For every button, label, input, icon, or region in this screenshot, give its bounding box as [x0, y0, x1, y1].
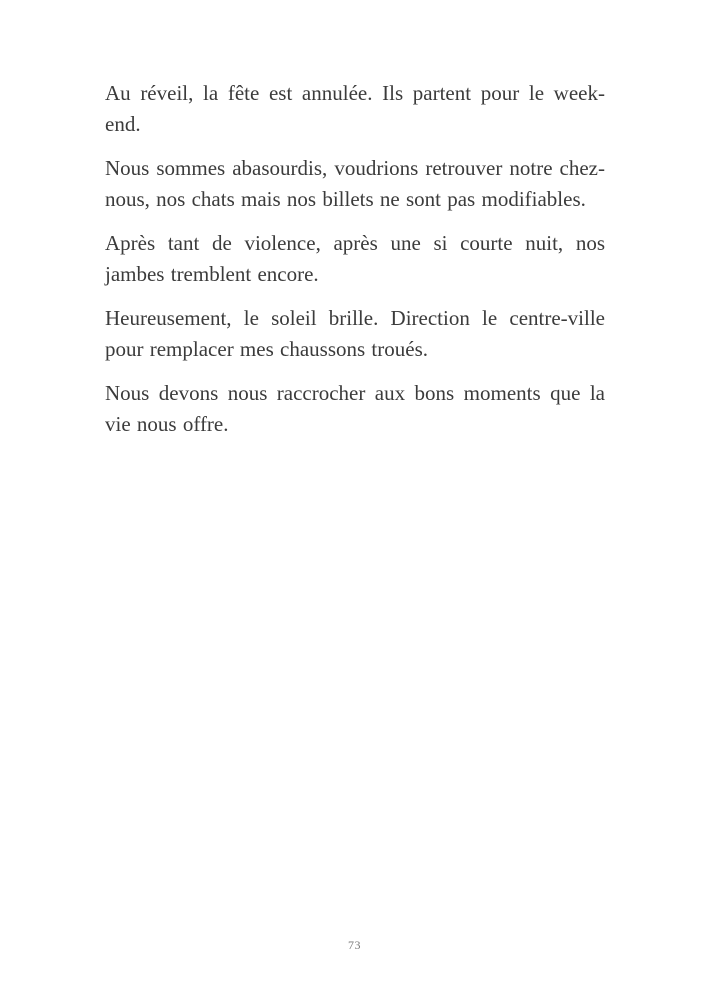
paragraph: Nous devons nous raccrocher aux bons moments que la vie nous offre.	[105, 381, 605, 436]
paragraph: Après tant de violence, après une si courte nuit, nos jambes tremblent encore.	[105, 231, 605, 286]
paragraph: Nous sommes abasourdis, voudrions retrouver notre chez-nous, nos chats mais nos billets ne sont pas modifiables.	[105, 156, 605, 211]
page-number: 73	[348, 938, 361, 952]
paragraph: Au réveil, la fête est annulée. Ils partent pour le week-end.	[105, 81, 605, 136]
paragraph: Heureusement, le soleil brille. Direction le centre-ville pour remplacer mes chaussons troués.	[105, 306, 605, 361]
text-block	[105, 78, 605, 453]
